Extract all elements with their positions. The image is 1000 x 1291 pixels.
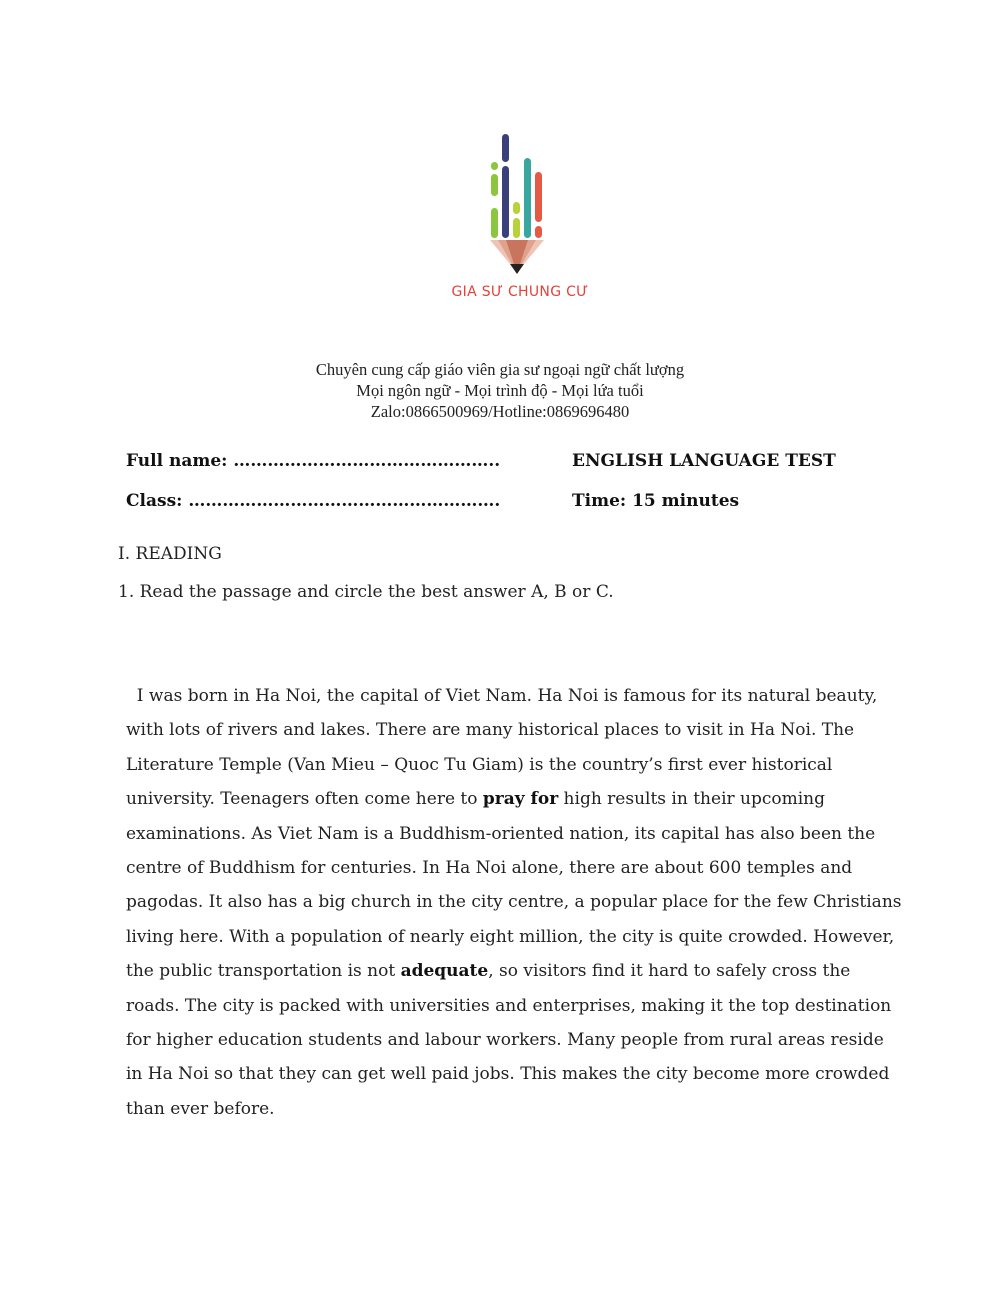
passage-line: examinations. As Viet Nam is a Buddhism-oriented nation, its capital has also been the (126, 823, 876, 844)
highlighted-word-adequate: adequate (400, 961, 489, 982)
passage-line: with lots of rivers and lakes. There are many historical places to visit in Ha Noi. The (126, 720, 855, 741)
logo-bar-red (535, 226, 542, 238)
passage-text: high results in their upcoming (558, 789, 826, 810)
brand-logo (440, 128, 600, 308)
passage-line (126, 954, 886, 988)
pencil-tip (510, 264, 524, 274)
logo-bar-navy (502, 166, 509, 238)
passage-text: , so visitors find it hard to safely cross the (488, 961, 851, 982)
logo-bar-lime (513, 202, 520, 214)
tagline-line: Zalo:0866500969/Hotline:0869696480 (370, 402, 630, 421)
passage-line: living here. With a population of nearly eight million, the city is quite crowded. However, (126, 926, 895, 947)
section-instruction: 1. Read the passage and circle the best answer A, B or C. (118, 582, 614, 602)
passage-line: in Ha Noi so that they can get well paid jobs. This makes the city become more crowded (126, 1064, 890, 1085)
logo-bar-green (491, 208, 498, 238)
passage-line: than ever before. (126, 1098, 275, 1119)
reading-passage (126, 679, 902, 1126)
passage-line (126, 782, 886, 816)
logo-bar-green (491, 174, 498, 196)
passage-text: the public transportation is not (126, 961, 401, 982)
class-blank[interactable]: ………………………………………………. (188, 491, 501, 511)
full-name-label: Full name: (126, 451, 228, 471)
class-field[interactable] (126, 491, 500, 511)
full-name-blank[interactable]: ……………………………………….. (233, 451, 501, 471)
passage-line: pagodas. It also has a big church in the city centre, a popular place for the few Christians (126, 892, 902, 913)
passage-line: centre of Buddhism for centuries. In Ha Noi alone, there are about 600 temples and (126, 857, 853, 878)
logo-bar-green (491, 162, 498, 170)
logo-bar-red (535, 172, 542, 222)
test-title: ENGLISH LANGUAGE TEST (572, 451, 836, 471)
highlighted-phrase-pray-for: pray for (482, 789, 559, 810)
logo-bar-teal (524, 158, 531, 238)
brand-name: GIA SƯ CHUNG CƯ (451, 284, 589, 300)
logo-bar-lime (513, 218, 520, 238)
full-name-field[interactable] (126, 451, 500, 471)
passage-line: Literature Temple (Van Mieu – Quoc Tu Giam) is the country’s first ever historical (126, 754, 833, 775)
tagline-line: Chuyên cung cấp giáo viên gia sư ngoại ngữ chất lượng (315, 360, 685, 379)
passage-line: roads. The city is packed with universities and enterprises, making it the top destination (126, 995, 892, 1016)
pencil-logo-icon (440, 128, 600, 278)
tagline (0, 359, 1000, 422)
passage-text: university. Teenagers often come here to (126, 789, 483, 810)
logo-bar-navy (502, 134, 509, 162)
passage-line: for higher education students and labour workers. Many people from rural areas reside (126, 1029, 884, 1050)
passage-line: I was born in Ha Noi, the capital of Viet Nam. Ha Noi is famous for its natural beauty, (126, 686, 878, 706)
test-time: Time: 15 minutes (572, 491, 740, 511)
class-label: Class: (126, 491, 183, 511)
tagline-line: Mọi ngôn ngữ - Mọi trình độ - Mọi lứa tuổi (356, 381, 644, 400)
section-heading: I. READING (118, 544, 222, 564)
